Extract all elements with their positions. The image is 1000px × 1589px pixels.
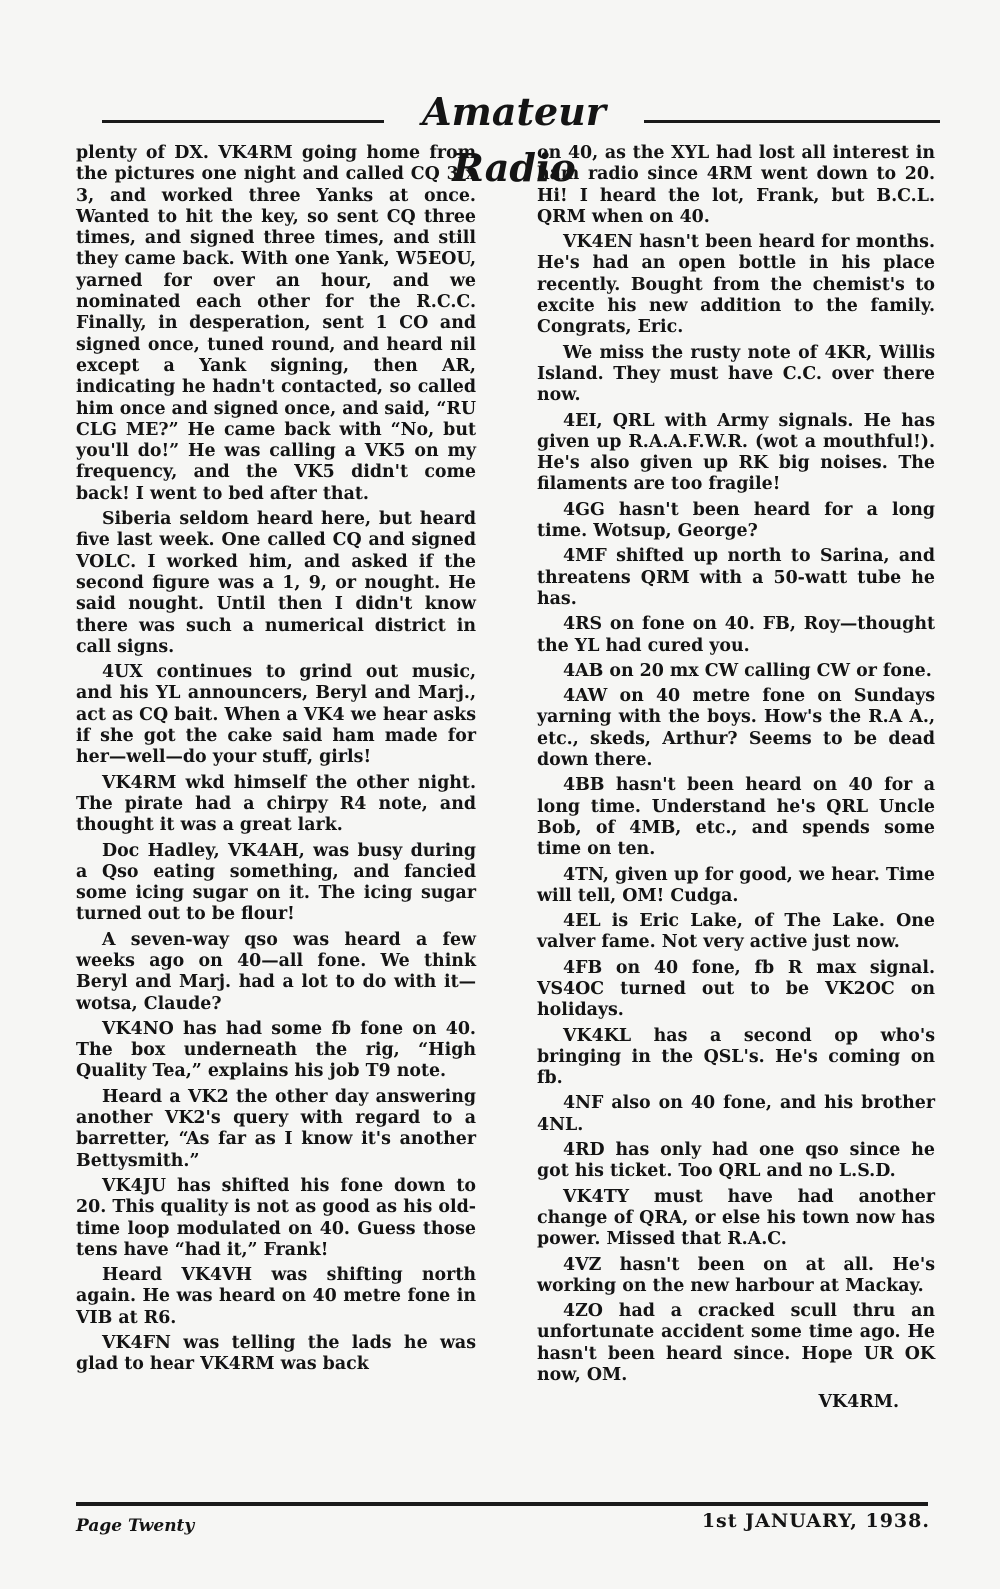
paragraph: 4RS on fone on 40. FB, Roy—thought the YL had cured you. xyxy=(537,614,935,656)
paragraph: We miss the rusty note of 4KR, Willis Island. They must have C.C. over there now. xyxy=(537,342,935,406)
paragraph: VK4JU has shifted his fone down to 20. This quality is not as good as his old-time loop modulated on 40. Guess those tens have “had it,” Frank! xyxy=(76,1175,476,1260)
signature: VK4RM. xyxy=(818,1392,899,1413)
paragraph: VK4KL has a second op who's bringing in the QSL's. He's coming on fb. xyxy=(537,1025,935,1089)
paragraph: 4FB on 40 fone, fb R max signal. VS4OC turned out to be VK2OC on holidays. xyxy=(537,957,935,1021)
paragraph: 4TN, given up for good, we hear. Time will tell, OM! Cudga. xyxy=(537,864,935,906)
paragraph: Heard a VK2 the other day answering another VK2's query with regard to a barretter, “As far as I know it's another Bettysmith.” xyxy=(76,1086,476,1171)
paragraph: A seven-way qso was heard a few weeks ago on 40—all fone. We think Beryl and Marj. had a lot to do with it—wotsa, Claude? xyxy=(76,929,476,1014)
masthead-rule-left xyxy=(102,120,384,123)
paragraph: Doc Hadley, VK4AH, was busy during a Qso eating something, and fancied some icing sugar on it. The icing sugar turned out to be flour! xyxy=(76,840,476,925)
paragraph: 4MF shifted up north to Sarina, and threatens QRM with a 50-watt tube he has. xyxy=(537,546,935,609)
paragraph: on 40, as the XYL had lost all interest in ham radio since 4RM went down to 20. Hi! I heard the lot, Frank, but B.C.L. QRM when on 40. xyxy=(537,143,935,227)
paragraph: 4EL is Eric Lake, of The Lake. One valver fame. Not very active just now. xyxy=(537,911,935,953)
paragraph: VK4NO has had some fb fone on 40. The box underneath the rig, “High Quality Tea,” explains his job T9 note. xyxy=(76,1018,476,1082)
paragraph: VK4FN was telling the lads he was glad to hear VK4RM was back xyxy=(76,1333,476,1375)
right-column xyxy=(537,143,935,1418)
issue-date: 1st JANUARY, 1938. xyxy=(701,1510,930,1532)
masthead-title: Amateur Radio xyxy=(422,89,606,190)
paragraph: Heard VK4VH was shifting north again. He was heard on 40 metre fone in VIB at R6. xyxy=(76,1265,476,1328)
page-number: Page Twenty xyxy=(76,1516,195,1536)
paragraph: 4BB hasn't been heard on 40 for a long time. Understand he's QRL Uncle Bob, of 4MB, etc., and spends some time on ten. xyxy=(537,775,935,860)
paragraph: Siberia seldom heard here, but heard five last week. One called CQ and signed VOLC. I worked him, and asked if the second figure was a 1, 9, or nought. He said nought. Until then I didn't know there was such a numerical district in call signs. xyxy=(76,509,476,657)
paragraph: 4AB on 20 mx CW calling CW or fone. xyxy=(563,660,932,681)
paragraph: 4UX continues to grind out music, and his YL announcers, Beryl and Marj., act as CQ bait. When a VK4 we hear asks if she got the cake said ham made for her—well—do your stuff, girls! xyxy=(76,662,476,768)
paragraph: 4EI, QRL with Army signals. He has given up R.A.A.F.W.R. (wot a mouthful!). He's also given up RK big noises. The filaments are too fragile! xyxy=(537,410,935,495)
paragraph: plenty of DX. VK4RM going home from the pictures one night and called CQ 3 x 3, and worked three Yanks at once. Wanted to hit the key, so sent CQ three times, and signed three times, and still they came back. With one Yank, W5EOU, yarned for over an hour, and we nominated each other for the R.C.C. Finally, in desperation, sent 1 CO and signed once, tuned round, and heard nil except a Yank signing, then AR, indicating he hadn't contacted, so called him once and signed once, and said, “RU CLG ME?” He came back with “No, but you'll do!” He was calling a VK5 on my frequency, and the VK5 didn't come back! I went to bed after that. xyxy=(76,143,476,504)
left-column xyxy=(76,143,476,1380)
masthead-rule-right xyxy=(644,120,940,123)
paragraph: 4RD has only had one qso since he got his ticket. Too QRL and no L.S.D. xyxy=(537,1140,935,1182)
footer-rule xyxy=(76,1502,928,1506)
paragraph: VK4RM wkd himself the other night. The pirate had a chirpy R4 note, and thought it was a great lark. xyxy=(76,772,476,836)
paragraph: VK4TY must have had another change of QRA, or else his town now has power. Missed that R.A.C. xyxy=(537,1186,935,1250)
paragraph: 4AW on 40 metre fone on Sundays yarning with the boys. How's the R.A A., etc., skeds, Arthur? Seems to be dead down there. xyxy=(537,686,935,771)
paragraph: 4ZO had a cracked scull thru an unfortunate accident some time ago. He hasn't been heard since. Hope UR OK now, OM. xyxy=(537,1301,935,1386)
paragraph: 4NF also on 40 fone, and his brother 4NL. xyxy=(537,1093,935,1135)
paragraph: VK4EN hasn't been heard for months. He's had an open bottle in his place recently. Bought from the chemist's to excite his new addition to the family. Congrats, Eric. xyxy=(537,232,935,338)
paragraph: 4VZ hasn't been on at all. He's working on the new harbour at Mackay. xyxy=(537,1254,935,1296)
paragraph: 4GG hasn't been heard for a long time. Wotsup, George? xyxy=(537,499,935,542)
